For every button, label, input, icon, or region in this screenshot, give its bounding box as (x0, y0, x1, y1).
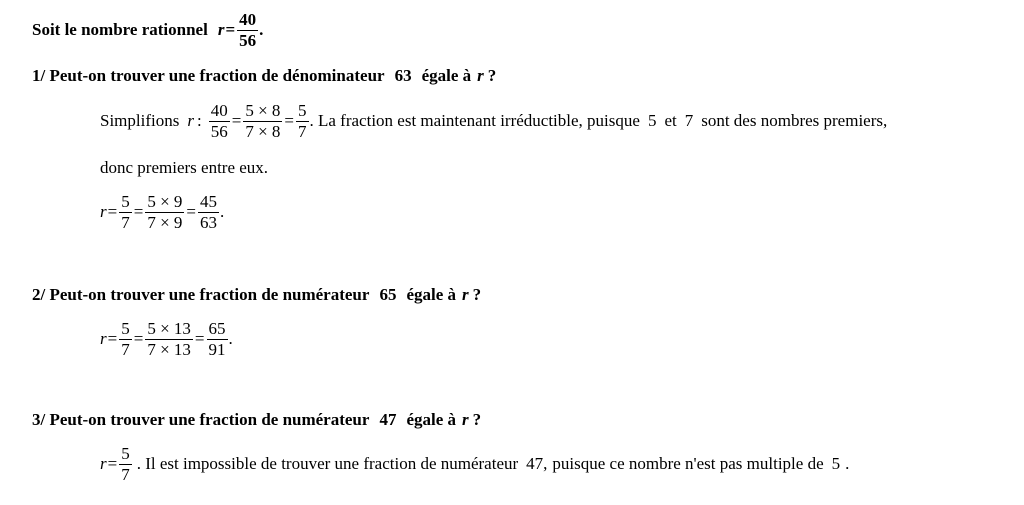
q1-line-2-text: donc premiers entre eux. (100, 158, 269, 177)
q2-period: . (228, 329, 233, 348)
q1-sentence-b: sont des nombres premiers, (701, 111, 888, 130)
q1-prime-1: 5 (647, 111, 657, 130)
q1-res-f1-den: 7 (121, 212, 130, 232)
intro-line (32, 10, 263, 50)
q3-fraction-1 (119, 445, 132, 484)
q1-res-eq-1: = (133, 202, 144, 221)
q1-simplify-label: Simplifions (100, 111, 180, 130)
q2-title-text: 2/ Peut-on trouver une fraction de numérateur (32, 285, 370, 304)
intro-fraction (237, 11, 258, 50)
q1-res-fraction-2 (145, 193, 184, 232)
q1-res-f3-num: 45 (200, 191, 217, 211)
q3-sentence: . Il est impossible de trouver une fraction de numérateur (136, 454, 519, 473)
q1-f2-num: 5 × 8 (245, 100, 281, 120)
q2-title-text-b: égale à (406, 285, 457, 304)
q3-period: . (845, 454, 850, 473)
q1-res-f2-den: 7 × 9 (147, 212, 183, 232)
q3-res-var: r (100, 454, 107, 473)
q2-f3-den: 91 (208, 339, 226, 359)
q3-f1-num: 5 (121, 443, 130, 463)
q1-res-var: r (100, 202, 107, 221)
q1-res-f2-num: 5 × 9 (147, 191, 183, 211)
q1-res-fraction-3 (198, 193, 219, 232)
q1-res-fraction-1 (119, 193, 132, 232)
q1-colon: : (196, 111, 202, 130)
q3-var: r (462, 410, 469, 429)
q2-f1-den: 7 (121, 339, 130, 359)
q2-eq-0: = (107, 329, 118, 348)
q1-fraction-3 (296, 102, 309, 141)
q2-result-line (100, 318, 233, 360)
q1-f1-den: 56 (210, 121, 228, 141)
q2-fraction-1 (119, 320, 132, 359)
q2-fraction-2 (145, 320, 193, 359)
q1-f3-num: 5 (298, 100, 307, 120)
q1-simplify-var: r (187, 111, 194, 130)
q1-res-eq-0: = (107, 202, 118, 221)
intro-period: . (259, 20, 264, 39)
q2-f2-num: 5 × 13 (147, 318, 191, 338)
q1-res-eq-2: = (186, 202, 196, 221)
q2-f3-num: 65 (208, 318, 226, 338)
q2-var: r (462, 285, 469, 304)
q3-result-line (100, 443, 849, 485)
q1-title-text-b: égale à (421, 66, 472, 85)
q1-title-text: 1/ Peut-on trouver une fraction de dénominateur (32, 66, 385, 85)
q3-n5: 5 (831, 454, 841, 473)
q2-fraction-3 (207, 320, 228, 359)
q3-title-text-b: égale à (406, 410, 457, 429)
q1-eq-1: = (231, 111, 242, 130)
q2-eq-1: = (133, 329, 144, 348)
q1-simplify-line (100, 100, 887, 142)
q3-title-text: 3/ Peut-on trouver une fraction de numérateur (32, 410, 370, 429)
q2-value: 65 (379, 285, 397, 304)
q3-qmark: ? (472, 410, 482, 429)
question-2-title (32, 283, 481, 307)
q2-eq-2: = (194, 329, 205, 348)
question-1-title (32, 64, 496, 88)
q2-f1-num: 5 (121, 318, 130, 338)
q1-line-2 (100, 157, 268, 179)
q3-sentence-b: puisque ce nombre n'est pas multiple de (552, 454, 824, 473)
q1-var: r (477, 66, 484, 85)
q1-value: 63 (394, 66, 412, 85)
q1-fraction-1 (209, 102, 230, 141)
q2-qmark: ? (472, 285, 482, 304)
q1-f1-num: 40 (210, 100, 228, 120)
intro-numerator: 40 (239, 9, 257, 29)
q2-f2-den: 7 × 13 (147, 339, 191, 359)
q1-f3-den: 7 (298, 121, 307, 141)
q2-res-var: r (100, 329, 107, 348)
q1-qmark: ? (487, 66, 497, 85)
q1-prime-2: 7 (684, 111, 694, 130)
question-3-title (32, 408, 481, 432)
q1-sentence-a: . La fraction est maintenant irréductible, puisque (309, 111, 640, 130)
q1-et: et (664, 111, 677, 130)
intro-denominator: 56 (239, 30, 257, 50)
intro-text: Soit le nombre rationnel (32, 20, 208, 39)
q1-res-f1-num: 5 (121, 191, 130, 211)
q1-eq-2: = (284, 111, 294, 130)
q3-eq-0: = (107, 454, 118, 473)
intro-var: r (217, 20, 225, 39)
q3-f1-den: 7 (121, 464, 130, 484)
q1-res-period: . (220, 202, 225, 221)
q1-fraction-2 (243, 102, 282, 141)
q1-f2-den: 7 × 8 (245, 121, 281, 141)
intro-equals: = (225, 20, 236, 39)
q1-res-f3-den: 63 (200, 212, 217, 232)
q1-result-line (100, 191, 224, 233)
q3-value: 47 (379, 410, 397, 429)
q3-n47: 47, (526, 454, 548, 473)
